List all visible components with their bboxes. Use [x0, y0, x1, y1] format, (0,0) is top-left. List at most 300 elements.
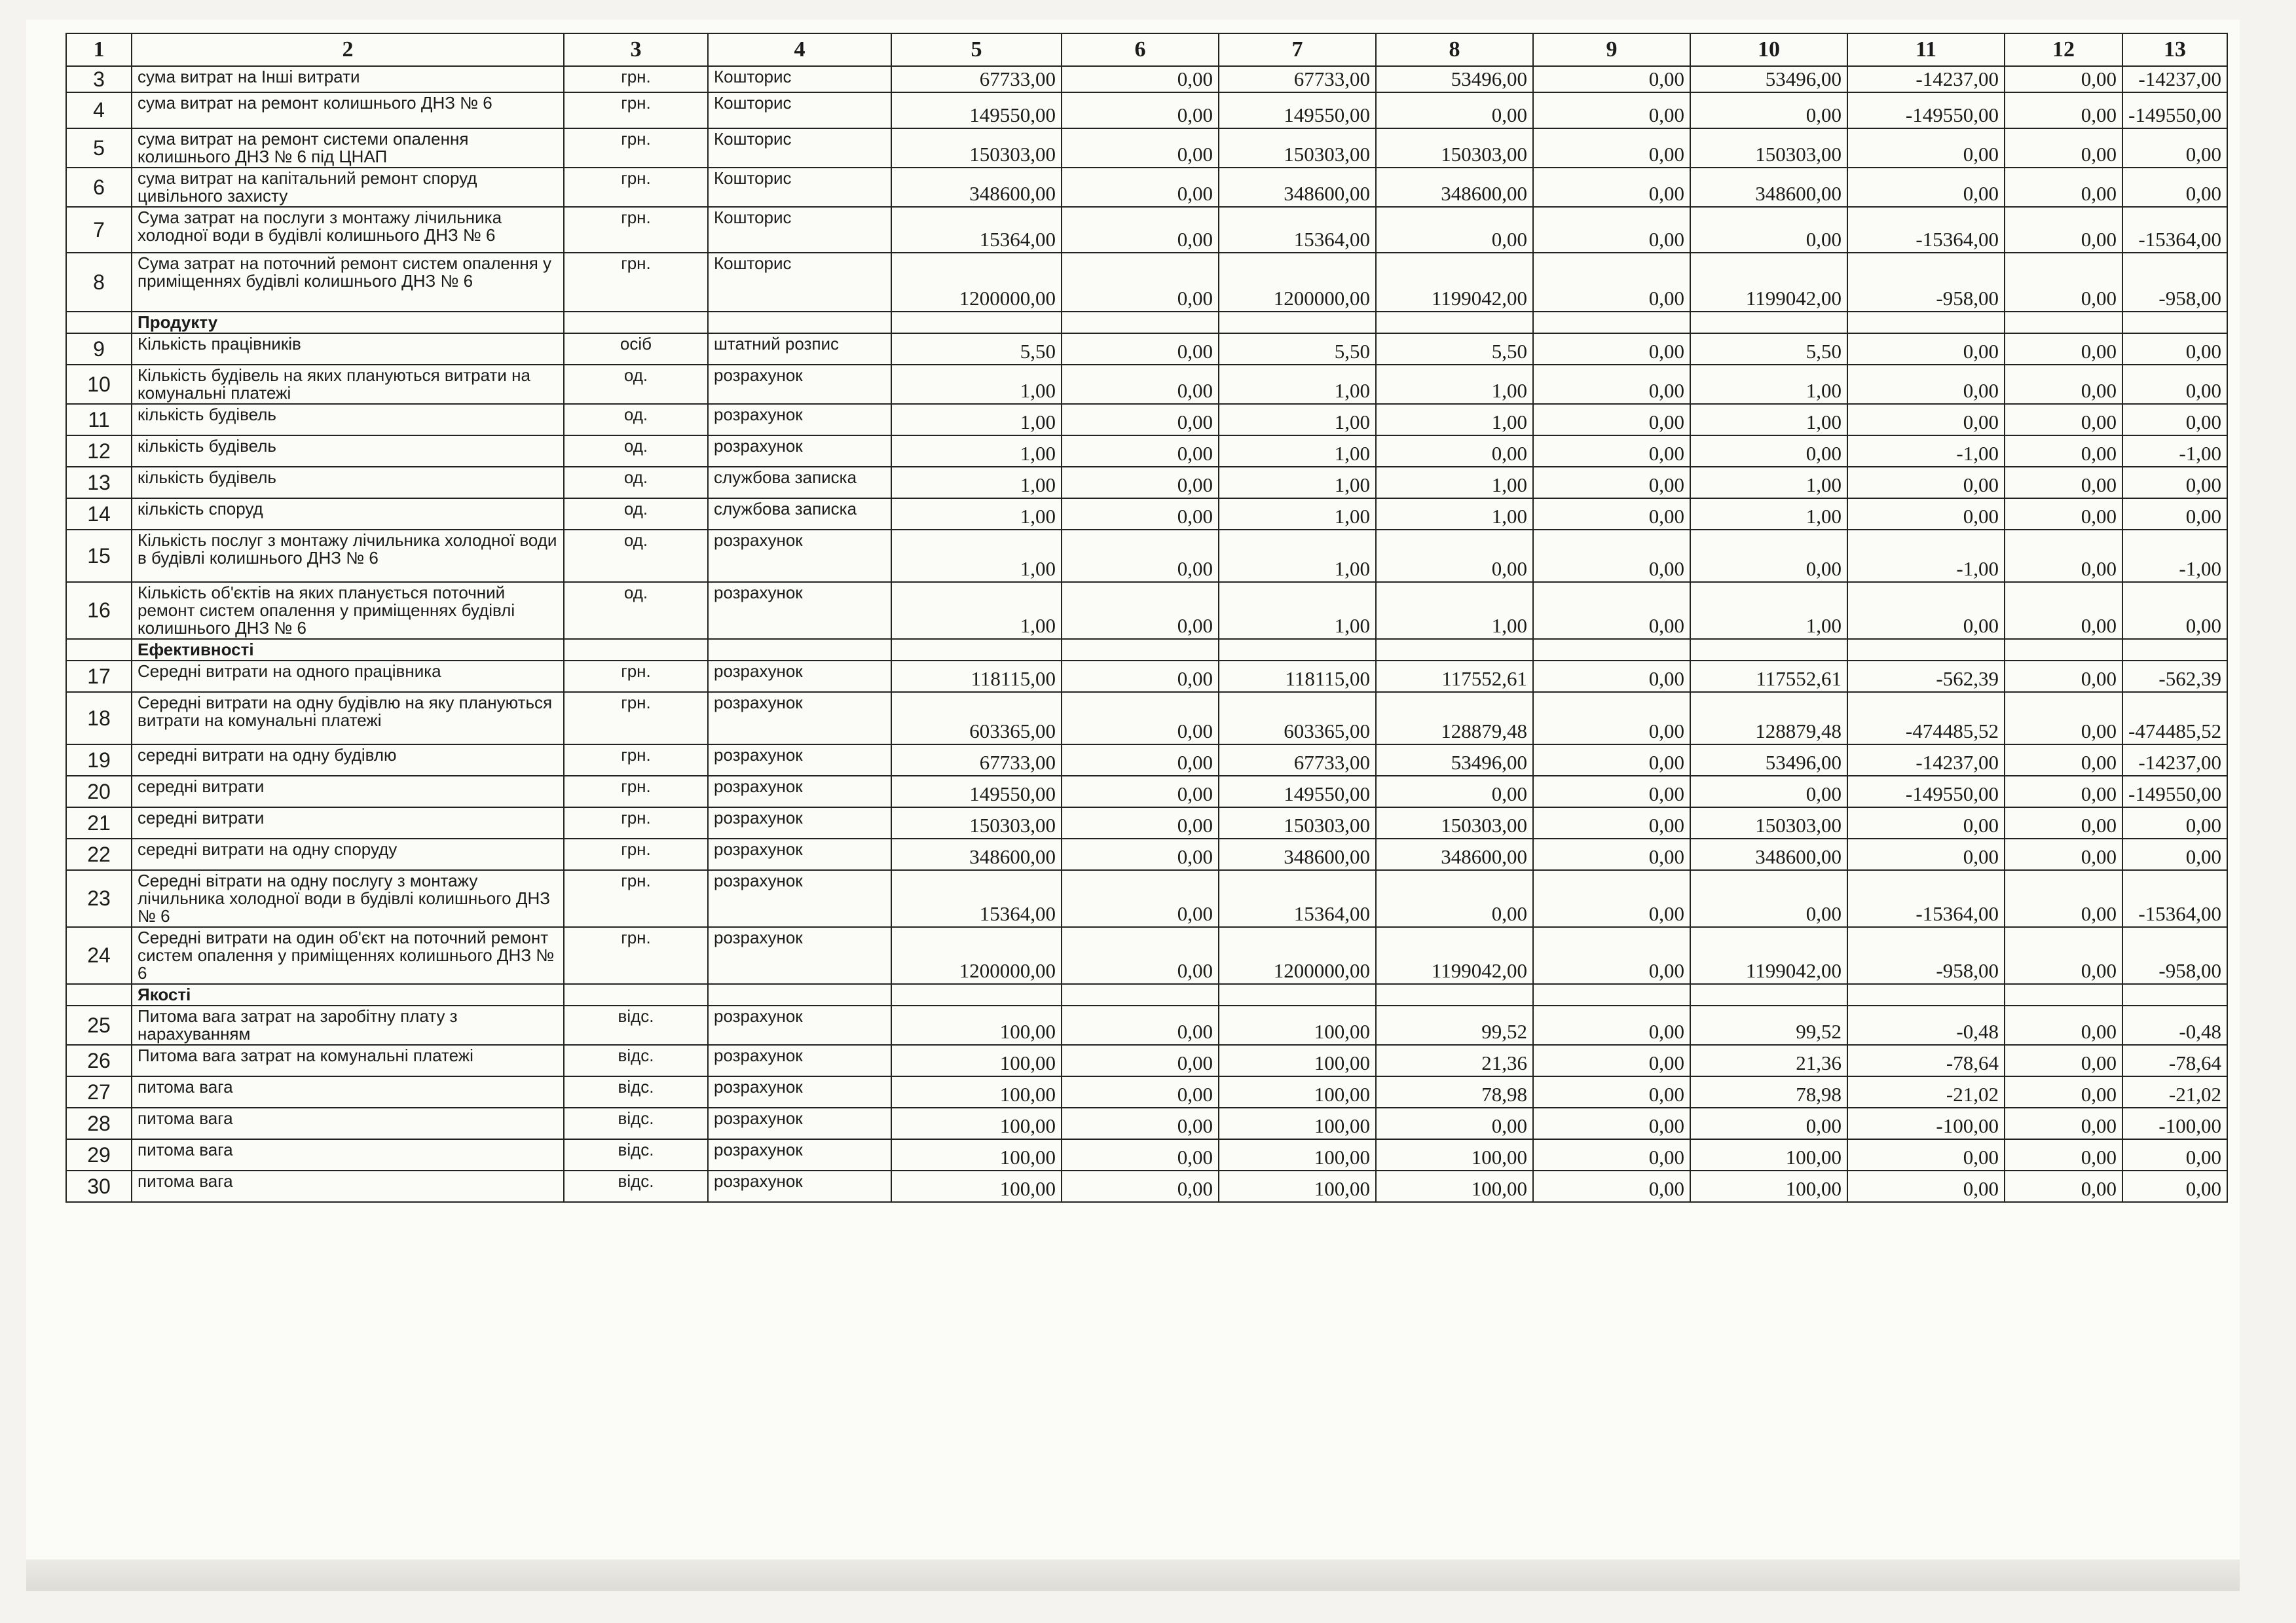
value-col-13: 0,00 [2122, 365, 2227, 404]
value-col-7: 5,50 [1219, 333, 1376, 365]
value-col-6: 0,00 [1062, 92, 1219, 128]
table-row [66, 870, 2227, 927]
source-document: розрахунок [708, 365, 891, 404]
unit-of-measure: відс. [564, 1139, 708, 1171]
value-col-11 [1847, 984, 2005, 1006]
value-col-6: 0,00 [1062, 839, 1219, 870]
indicator-name: питома вага [132, 1171, 564, 1202]
indicator-name: Сума затрат на поточний ремонт систем опалення у приміщеннях будівлі колишнього ДНЗ № 6 [132, 253, 564, 312]
value-col-5 [891, 984, 1062, 1006]
section-header-row [66, 984, 2227, 1006]
value-col-5: 149550,00 [891, 776, 1062, 807]
source-document: штатний розпис [708, 333, 891, 365]
value-col-11: -149550,00 [1847, 776, 2005, 807]
value-col-13: -15364,00 [2122, 870, 2227, 927]
value-col-11: 0,00 [1847, 333, 2005, 365]
value-col-9: 0,00 [1533, 92, 1690, 128]
value-col-11: -958,00 [1847, 927, 2005, 984]
value-col-5: 100,00 [891, 1171, 1062, 1202]
value-col-7: 1200000,00 [1219, 253, 1376, 312]
value-col-11: -14237,00 [1847, 744, 2005, 776]
source-document: розрахунок [708, 744, 891, 776]
value-col-12: 0,00 [2005, 692, 2122, 744]
value-col-10: 53496,00 [1690, 66, 1847, 92]
row-number: 23 [66, 870, 132, 927]
value-col-6: 0,00 [1062, 253, 1219, 312]
value-col-7: 150303,00 [1219, 807, 1376, 839]
column-header-7: 7 [1219, 33, 1376, 66]
value-col-5 [891, 639, 1062, 661]
value-col-12: 0,00 [2005, 1171, 2122, 1202]
value-col-11: -149550,00 [1847, 92, 2005, 128]
row-number: 16 [66, 582, 132, 639]
column-header-3: 3 [564, 33, 708, 66]
value-col-9: 0,00 [1533, 582, 1690, 639]
value-col-8: 348600,00 [1376, 168, 1533, 207]
scanned-page [26, 20, 2240, 1591]
value-col-9: 0,00 [1533, 1076, 1690, 1108]
indicator-name: кількість будівель [132, 435, 564, 467]
value-col-9: 0,00 [1533, 692, 1690, 744]
value-col-10: 150303,00 [1690, 807, 1847, 839]
value-col-7 [1219, 312, 1376, 333]
value-col-9: 0,00 [1533, 1045, 1690, 1076]
value-col-6: 0,00 [1062, 807, 1219, 839]
source-document: розрахунок [708, 807, 891, 839]
value-col-12: 0,00 [2005, 66, 2122, 92]
table-row [66, 404, 2227, 435]
value-col-10: 0,00 [1690, 92, 1847, 128]
value-col-5: 100,00 [891, 1076, 1062, 1108]
source-document: службова записка [708, 467, 891, 498]
value-col-5: 67733,00 [891, 66, 1062, 92]
column-header-2: 2 [132, 33, 564, 66]
value-col-13: 0,00 [2122, 1171, 2227, 1202]
section-header-row [66, 639, 2227, 661]
table-row [66, 207, 2227, 253]
value-col-7: 100,00 [1219, 1139, 1376, 1171]
row-number [66, 639, 132, 661]
unit-of-measure: грн. [564, 927, 708, 984]
value-col-12: 0,00 [2005, 404, 2122, 435]
value-col-6: 0,00 [1062, 333, 1219, 365]
value-col-5: 100,00 [891, 1045, 1062, 1076]
value-col-5: 348600,00 [891, 168, 1062, 207]
source-document [708, 984, 891, 1006]
value-col-7: 1,00 [1219, 530, 1376, 582]
table-row [66, 365, 2227, 404]
value-col-13: -14237,00 [2122, 744, 2227, 776]
source-document: розрахунок [708, 1045, 891, 1076]
value-col-5: 1,00 [891, 582, 1062, 639]
section-title: Ефективності [132, 639, 564, 661]
value-col-5: 118115,00 [891, 661, 1062, 692]
value-col-12: 0,00 [2005, 1076, 2122, 1108]
value-col-13: 0,00 [2122, 1139, 2227, 1171]
value-col-9: 0,00 [1533, 467, 1690, 498]
value-col-8 [1376, 639, 1533, 661]
value-col-13: -0,48 [2122, 1006, 2227, 1045]
value-col-12: 0,00 [2005, 927, 2122, 984]
value-col-6: 0,00 [1062, 692, 1219, 744]
indicator-name: Кількість об'єктів на яких планується поточний ремонт систем опалення у приміщеннях будівлі колишнього ДНЗ № 6 [132, 582, 564, 639]
value-col-13: 0,00 [2122, 168, 2227, 207]
indicator-name: середні витрати [132, 776, 564, 807]
section-title: Якості [132, 984, 564, 1006]
value-col-7: 1,00 [1219, 404, 1376, 435]
unit-of-measure: грн. [564, 744, 708, 776]
value-col-10: 1,00 [1690, 467, 1847, 498]
value-col-8: 100,00 [1376, 1171, 1533, 1202]
value-col-8: 0,00 [1376, 530, 1533, 582]
unit-of-measure: грн. [564, 870, 708, 927]
column-header-6: 6 [1062, 33, 1219, 66]
value-col-9: 0,00 [1533, 530, 1690, 582]
value-col-9: 0,00 [1533, 1108, 1690, 1139]
value-col-7: 348600,00 [1219, 839, 1376, 870]
source-document: Кошторис [708, 128, 891, 168]
value-col-13 [2122, 984, 2227, 1006]
value-col-11: -958,00 [1847, 253, 2005, 312]
value-col-9: 0,00 [1533, 435, 1690, 467]
row-number: 3 [66, 66, 132, 92]
value-col-13: -1,00 [2122, 435, 2227, 467]
table-row [66, 530, 2227, 582]
value-col-10 [1690, 312, 1847, 333]
value-col-13: -1,00 [2122, 530, 2227, 582]
value-col-12: 0,00 [2005, 661, 2122, 692]
value-col-8: 0,00 [1376, 435, 1533, 467]
value-col-12: 0,00 [2005, 839, 2122, 870]
value-col-12: 0,00 [2005, 435, 2122, 467]
value-col-8: 150303,00 [1376, 807, 1533, 839]
unit-of-measure: грн. [564, 168, 708, 207]
unit-of-measure: грн. [564, 807, 708, 839]
value-col-11: 0,00 [1847, 807, 2005, 839]
column-header-10: 10 [1690, 33, 1847, 66]
table-row [66, 807, 2227, 839]
value-col-12: 0,00 [2005, 807, 2122, 839]
indicator-name: Кількість будівель на яких плануються витрати на комунальні платежі [132, 365, 564, 404]
value-col-8: 1,00 [1376, 467, 1533, 498]
unit-of-measure [564, 984, 708, 1006]
value-col-5: 1,00 [891, 404, 1062, 435]
value-col-11: -78,64 [1847, 1045, 2005, 1076]
section-header-row [66, 312, 2227, 333]
column-header-12: 12 [2005, 33, 2122, 66]
value-col-8: 5,50 [1376, 333, 1533, 365]
value-col-9: 0,00 [1533, 207, 1690, 253]
value-col-7: 118115,00 [1219, 661, 1376, 692]
table-row [66, 927, 2227, 984]
value-col-10: 128879,48 [1690, 692, 1847, 744]
table-row [66, 253, 2227, 312]
value-col-7: 1,00 [1219, 467, 1376, 498]
row-number: 19 [66, 744, 132, 776]
indicator-name: середні витрати [132, 807, 564, 839]
value-col-11: -14237,00 [1847, 66, 2005, 92]
indicator-name: Сума затрат на послуги з монтажу лічильника холодної води в будівлі колишнього ДНЗ № 6 [132, 207, 564, 253]
value-col-12: 0,00 [2005, 128, 2122, 168]
unit-of-measure: грн. [564, 661, 708, 692]
row-number [66, 312, 132, 333]
value-col-12: 0,00 [2005, 92, 2122, 128]
value-col-7: 149550,00 [1219, 776, 1376, 807]
row-number: 18 [66, 692, 132, 744]
indicator-name: сума витрат на капітальний ремонт споруд цивільного захисту [132, 168, 564, 207]
column-header-9: 9 [1533, 33, 1690, 66]
value-col-9: 0,00 [1533, 333, 1690, 365]
value-col-6: 0,00 [1062, 66, 1219, 92]
value-col-9: 0,00 [1533, 1139, 1690, 1171]
source-document: розрахунок [708, 530, 891, 582]
table-row [66, 744, 2227, 776]
unit-of-measure: од. [564, 365, 708, 404]
value-col-11: -474485,52 [1847, 692, 2005, 744]
row-number: 11 [66, 404, 132, 435]
row-number: 9 [66, 333, 132, 365]
indicator-name: середні витрати на одну споруду [132, 839, 564, 870]
unit-of-measure: відс. [564, 1171, 708, 1202]
value-col-7: 100,00 [1219, 1076, 1376, 1108]
value-col-9 [1533, 312, 1690, 333]
value-col-6: 0,00 [1062, 1006, 1219, 1045]
value-col-9: 0,00 [1533, 1171, 1690, 1202]
value-col-10: 1199042,00 [1690, 927, 1847, 984]
value-col-11: -21,02 [1847, 1076, 2005, 1108]
value-col-8: 348600,00 [1376, 839, 1533, 870]
value-col-6: 0,00 [1062, 927, 1219, 984]
value-col-9: 0,00 [1533, 66, 1690, 92]
unit-of-measure: осіб [564, 333, 708, 365]
row-number: 17 [66, 661, 132, 692]
value-col-5: 15364,00 [891, 870, 1062, 927]
value-col-6: 0,00 [1062, 128, 1219, 168]
value-col-11 [1847, 312, 2005, 333]
value-col-13: -958,00 [2122, 253, 2227, 312]
value-col-5: 348600,00 [891, 839, 1062, 870]
row-number: 15 [66, 530, 132, 582]
value-col-9 [1533, 639, 1690, 661]
value-col-7 [1219, 984, 1376, 1006]
table-row [66, 582, 2227, 639]
value-col-8: 53496,00 [1376, 744, 1533, 776]
column-header-11: 11 [1847, 33, 2005, 66]
value-col-10: 53496,00 [1690, 744, 1847, 776]
budget-indicators-table [65, 33, 2228, 1203]
row-number: 5 [66, 128, 132, 168]
value-col-7: 1,00 [1219, 582, 1376, 639]
value-col-13: 0,00 [2122, 404, 2227, 435]
value-col-7: 1,00 [1219, 498, 1376, 530]
section-title: Продукту [132, 312, 564, 333]
unit-of-measure: грн. [564, 207, 708, 253]
value-col-12: 0,00 [2005, 744, 2122, 776]
value-col-10: 0,00 [1690, 1108, 1847, 1139]
value-col-8: 0,00 [1376, 776, 1533, 807]
source-document: розрахунок [708, 435, 891, 467]
value-col-6: 0,00 [1062, 435, 1219, 467]
value-col-7: 100,00 [1219, 1006, 1376, 1045]
row-number: 28 [66, 1108, 132, 1139]
row-number: 14 [66, 498, 132, 530]
value-col-8: 1199042,00 [1376, 253, 1533, 312]
table-row [66, 1171, 2227, 1202]
value-col-8: 0,00 [1376, 92, 1533, 128]
value-col-6: 0,00 [1062, 1076, 1219, 1108]
value-col-12: 0,00 [2005, 168, 2122, 207]
value-col-9: 0,00 [1533, 807, 1690, 839]
value-col-12: 0,00 [2005, 207, 2122, 253]
indicator-name: Середні витрати на одного працівника [132, 661, 564, 692]
value-col-7: 348600,00 [1219, 168, 1376, 207]
row-number: 21 [66, 807, 132, 839]
indicator-name: сума витрат на ремонт колишнього ДНЗ № 6 [132, 92, 564, 128]
source-document: розрахунок [708, 582, 891, 639]
value-col-5: 67733,00 [891, 744, 1062, 776]
value-col-9: 0,00 [1533, 128, 1690, 168]
value-col-6 [1062, 312, 1219, 333]
source-document: розрахунок [708, 839, 891, 870]
value-col-5: 150303,00 [891, 128, 1062, 168]
value-col-13: 0,00 [2122, 582, 2227, 639]
source-document [708, 639, 891, 661]
value-col-10: 117552,61 [1690, 661, 1847, 692]
value-col-11: -100,00 [1847, 1108, 2005, 1139]
indicator-name: Середні вітрати на одну послугу з монтажу лічильника холодної води в будівлі колишнього ДНЗ № 6 [132, 870, 564, 927]
value-col-6: 0,00 [1062, 498, 1219, 530]
value-col-6: 0,00 [1062, 1045, 1219, 1076]
table-row [66, 1108, 2227, 1139]
value-col-8: 0,00 [1376, 870, 1533, 927]
source-document: розрахунок [708, 1076, 891, 1108]
value-col-12: 0,00 [2005, 776, 2122, 807]
value-col-10: 348600,00 [1690, 168, 1847, 207]
table-row [66, 435, 2227, 467]
source-document: розрахунок [708, 927, 891, 984]
column-number-header-row [66, 33, 2227, 66]
indicator-name: питома вага [132, 1076, 564, 1108]
unit-of-measure: грн. [564, 692, 708, 744]
value-col-8: 0,00 [1376, 1108, 1533, 1139]
value-col-6: 0,00 [1062, 530, 1219, 582]
value-col-10: 1,00 [1690, 365, 1847, 404]
column-header-5: 5 [891, 33, 1062, 66]
value-col-8: 78,98 [1376, 1076, 1533, 1108]
value-col-7: 1200000,00 [1219, 927, 1376, 984]
unit-of-measure [564, 639, 708, 661]
unit-of-measure: од. [564, 582, 708, 639]
value-col-10: 100,00 [1690, 1171, 1847, 1202]
indicator-name: кількість будівель [132, 467, 564, 498]
value-col-8: 117552,61 [1376, 661, 1533, 692]
value-col-11: 0,00 [1847, 839, 2005, 870]
value-col-13: 0,00 [2122, 467, 2227, 498]
table-row [66, 333, 2227, 365]
value-col-7: 603365,00 [1219, 692, 1376, 744]
value-col-7: 67733,00 [1219, 66, 1376, 92]
indicator-name: кількість споруд [132, 498, 564, 530]
value-col-13: 0,00 [2122, 333, 2227, 365]
value-col-7: 100,00 [1219, 1108, 1376, 1139]
value-col-5: 100,00 [891, 1006, 1062, 1045]
table-row [66, 661, 2227, 692]
value-col-12: 0,00 [2005, 253, 2122, 312]
value-col-12: 0,00 [2005, 582, 2122, 639]
table-row [66, 1139, 2227, 1171]
value-col-13 [2122, 639, 2227, 661]
value-col-11: 0,00 [1847, 365, 2005, 404]
value-col-12: 0,00 [2005, 1006, 2122, 1045]
value-col-6: 0,00 [1062, 365, 1219, 404]
row-number: 8 [66, 253, 132, 312]
value-col-10: 100,00 [1690, 1139, 1847, 1171]
value-col-10 [1690, 639, 1847, 661]
value-col-13: -149550,00 [2122, 92, 2227, 128]
value-col-13: -78,64 [2122, 1045, 2227, 1076]
value-col-5: 100,00 [891, 1139, 1062, 1171]
value-col-8: 1199042,00 [1376, 927, 1533, 984]
unit-of-measure: од. [564, 467, 708, 498]
value-col-6: 0,00 [1062, 582, 1219, 639]
value-col-10 [1690, 984, 1847, 1006]
value-col-5: 603365,00 [891, 692, 1062, 744]
value-col-10: 21,36 [1690, 1045, 1847, 1076]
row-number: 10 [66, 365, 132, 404]
row-number: 27 [66, 1076, 132, 1108]
source-document: розрахунок [708, 1006, 891, 1045]
indicator-name: Кількість послуг з монтажу лічильника холодної води в будівлі колишнього ДНЗ № 6 [132, 530, 564, 582]
value-col-13: -474485,52 [2122, 692, 2227, 744]
value-col-11: 0,00 [1847, 168, 2005, 207]
source-document: службова записка [708, 498, 891, 530]
value-col-8: 99,52 [1376, 1006, 1533, 1045]
value-col-9: 0,00 [1533, 839, 1690, 870]
value-col-12: 0,00 [2005, 467, 2122, 498]
value-col-8 [1376, 312, 1533, 333]
value-col-10: 0,00 [1690, 207, 1847, 253]
value-col-6: 0,00 [1062, 661, 1219, 692]
value-col-10: 5,50 [1690, 333, 1847, 365]
indicator-name: Середні витрати на одну будівлю на яку плануються витрати на комунальні платежі [132, 692, 564, 744]
row-number: 6 [66, 168, 132, 207]
value-col-5: 1200000,00 [891, 927, 1062, 984]
value-col-6: 0,00 [1062, 744, 1219, 776]
table-row [66, 1076, 2227, 1108]
value-col-10: 0,00 [1690, 776, 1847, 807]
unit-of-measure: грн. [564, 92, 708, 128]
unit-of-measure: грн. [564, 776, 708, 807]
indicator-name: питома вага [132, 1139, 564, 1171]
value-col-5: 1,00 [891, 435, 1062, 467]
value-col-12 [2005, 639, 2122, 661]
unit-of-measure: відс. [564, 1076, 708, 1108]
value-col-5: 1,00 [891, 530, 1062, 582]
value-col-13 [2122, 312, 2227, 333]
source-document: розрахунок [708, 404, 891, 435]
value-col-11 [1847, 639, 2005, 661]
value-col-10: 150303,00 [1690, 128, 1847, 168]
value-col-9: 0,00 [1533, 1006, 1690, 1045]
value-col-13: 0,00 [2122, 807, 2227, 839]
value-col-13: -15364,00 [2122, 207, 2227, 253]
value-col-11: 0,00 [1847, 467, 2005, 498]
source-document: розрахунок [708, 1108, 891, 1139]
indicator-name: Кількість працівників [132, 333, 564, 365]
value-col-8: 1,00 [1376, 582, 1533, 639]
value-col-10: 0,00 [1690, 870, 1847, 927]
value-col-11: -0,48 [1847, 1006, 2005, 1045]
